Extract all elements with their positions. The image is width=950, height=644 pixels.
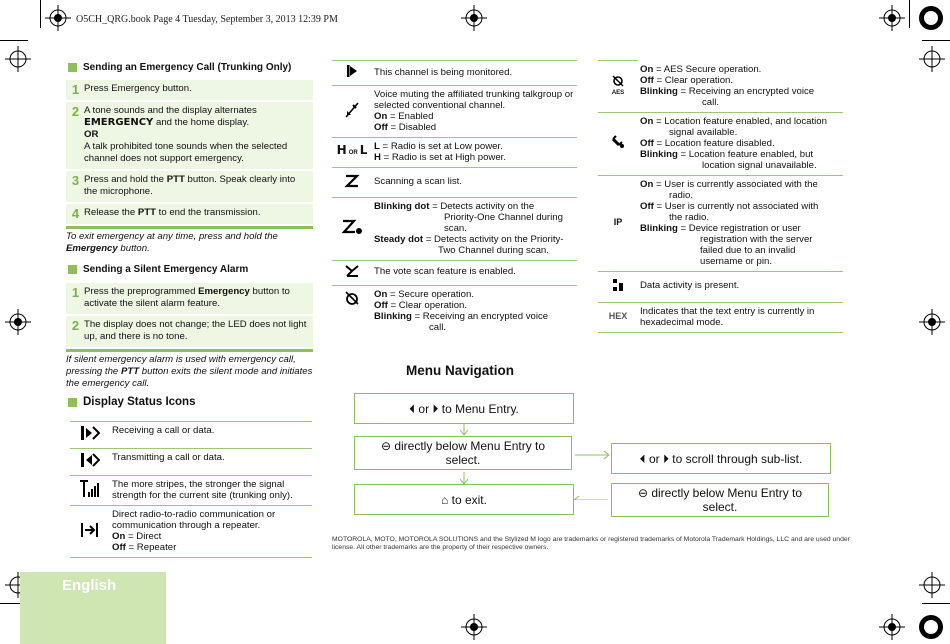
divider (66, 226, 313, 229)
menu-step-box: ⊖ directly below Menu Entry to select. (611, 483, 829, 517)
data-activity-icon (598, 271, 638, 302)
menu-navigation-title: Menu Navigation (406, 363, 515, 378)
section-marker (68, 265, 77, 274)
aes-secure-icon: AES (598, 61, 638, 113)
table-row: The vote scan feature is enabled. (332, 261, 577, 286)
silent-alarm-title: Sending a Silent Emergency Alarm (68, 264, 248, 275)
table-row: AES On = AES Secure operation. Off = Clear operation. Blinking = Receiving an encrypted voice call. (598, 61, 843, 113)
emergency-call-steps (66, 80, 313, 255)
menu-step-box: ⊖ directly below Menu Entry to select. (354, 436, 572, 470)
table-row: The more stripes, the stronger the signal strength for the current site (trunking only). (70, 476, 312, 506)
emergency-call-title: Sending an Emergency Call (Trunking Only) (68, 62, 291, 73)
registration-mark (5, 309, 31, 335)
table-row: Direct radio-to-radio communication or communication through a repeater. On = Direct Off = Repeater (70, 506, 312, 558)
right-icons-table (598, 60, 843, 333)
registration-mark (5, 46, 31, 72)
step-row: 2 A tone sounds and the display alternates EMERGENCY and the home display. OR A talk prohibited tone sounds when the selected channel does not support emergency. (66, 102, 313, 171)
hex-icon: HEX (598, 302, 638, 332)
table-row: Voice muting the affiliated trunking talkgroup or selected conventional channel. On = Enabled Off = Disabled (332, 86, 577, 138)
table-row: Data activity is present. (598, 271, 843, 302)
table-row: Receiving a call or data. (70, 422, 312, 449)
step-row: 4 Release the PTT to end the transmission. (66, 204, 313, 226)
divider (66, 349, 313, 352)
receive-icon (70, 422, 110, 449)
mute-icon (332, 86, 372, 138)
vote-scan-icon (332, 261, 372, 286)
page-header: O5CH_QRG.book Page 4 Tuesday, September 3, 2013 12:39 PM (76, 14, 338, 25)
table-row: Blinking dot = Detects activity on the Priority-One Channel during scan. Steady dot = Detects activity on the Priority- Two Channel during scan. (332, 198, 577, 261)
scan-icon (332, 168, 372, 198)
crop-mark (922, 40, 950, 41)
status-icons-table (70, 421, 312, 558)
crop-mark (922, 603, 950, 604)
registration-mark (918, 5, 944, 31)
table-row: On = Secure operation. Off = Clear operation. Blinking = Receiving an encrypted voice call. (332, 286, 577, 338)
emergency-note: To exit emergency at any time, press and hold the Emergency button. (66, 231, 278, 254)
table-row: Transmitting a call or data. (70, 449, 312, 476)
table-row: IP On = User is currently associated with the radio. Off = User is currently not associated with the radio. Blinking = Device registration or user registration with the server failed due to an invalid username or pin. (598, 175, 843, 271)
menu-step-box: ⏴ or ⏵ to Menu Entry. (354, 393, 574, 424)
section-marker (68, 63, 77, 72)
table-row: This channel is being monitored. (332, 61, 577, 86)
status-icons-title: Display Status Icons (68, 396, 195, 408)
location-icon (598, 112, 638, 175)
registration-mark (461, 5, 487, 31)
step-row: 1 Press Emergency button. (66, 80, 313, 102)
registration-mark (879, 5, 905, 31)
registration-mark (461, 614, 487, 640)
crop-mark (909, 0, 910, 28)
table-row: H OR L L = Radio is set at Low power. H = Radio is set at High power. (332, 138, 577, 168)
table-row: HEX Indicates that the text entry is currently in hexadecimal mode. (598, 302, 843, 332)
step-row: 2 The display does not change; the LED does not light up, and there is no tone. (66, 316, 313, 349)
secure-icon (332, 286, 372, 338)
registration-mark (879, 614, 905, 640)
step-row: 1 Press the preprogrammed Emergency button to activate the silent alarm feature. (66, 283, 313, 316)
priority-scan-icon (332, 198, 372, 261)
section-marker (68, 398, 77, 407)
registration-mark (918, 614, 944, 640)
talkaround-icon (70, 506, 110, 558)
silent-alarm-steps (66, 283, 313, 390)
middle-icons-table (332, 60, 577, 337)
monitor-icon (332, 61, 372, 86)
power-level-icon: H OR L (332, 138, 372, 168)
registration-mark (919, 46, 945, 72)
language-tab: English (20, 572, 166, 644)
transmit-icon (70, 449, 110, 476)
signal-strength-icon (70, 476, 110, 506)
ip-icon: IP (598, 175, 638, 271)
registration-mark (919, 572, 945, 598)
silent-alarm-note: If silent emergency alarm is used with emergency call, pressing the PTT button exits the silent mode and initiates the emergency call. (66, 354, 313, 389)
menu-step-box: ⌂ to exit. (354, 484, 574, 515)
registration-mark (45, 5, 71, 31)
registration-mark (919, 309, 945, 335)
trademark-footer: MOTOROLA, MOTO, MOTOROLA SOLUTIONS and the Stylized M logo are trademarks or registered trademarks of Motorola Trademark Holdings, LLC and are used under license. All other trademarks are the property of their respective owners. (332, 536, 850, 551)
table-row: On = Location feature enabled, and location signal available. Off = Location feature disabled. Blinking = Location feature enabled, but location signal unavailable. (598, 112, 843, 175)
crop-mark (0, 40, 28, 41)
table-row: Scanning a scan list. (332, 168, 577, 198)
menu-step-box: ⏴ or ⏵ to scroll through sub-list. (611, 443, 831, 474)
step-row: 3 Press and hold the PTT button. Speak clearly into the microphone. (66, 171, 313, 204)
crop-mark (40, 0, 41, 28)
